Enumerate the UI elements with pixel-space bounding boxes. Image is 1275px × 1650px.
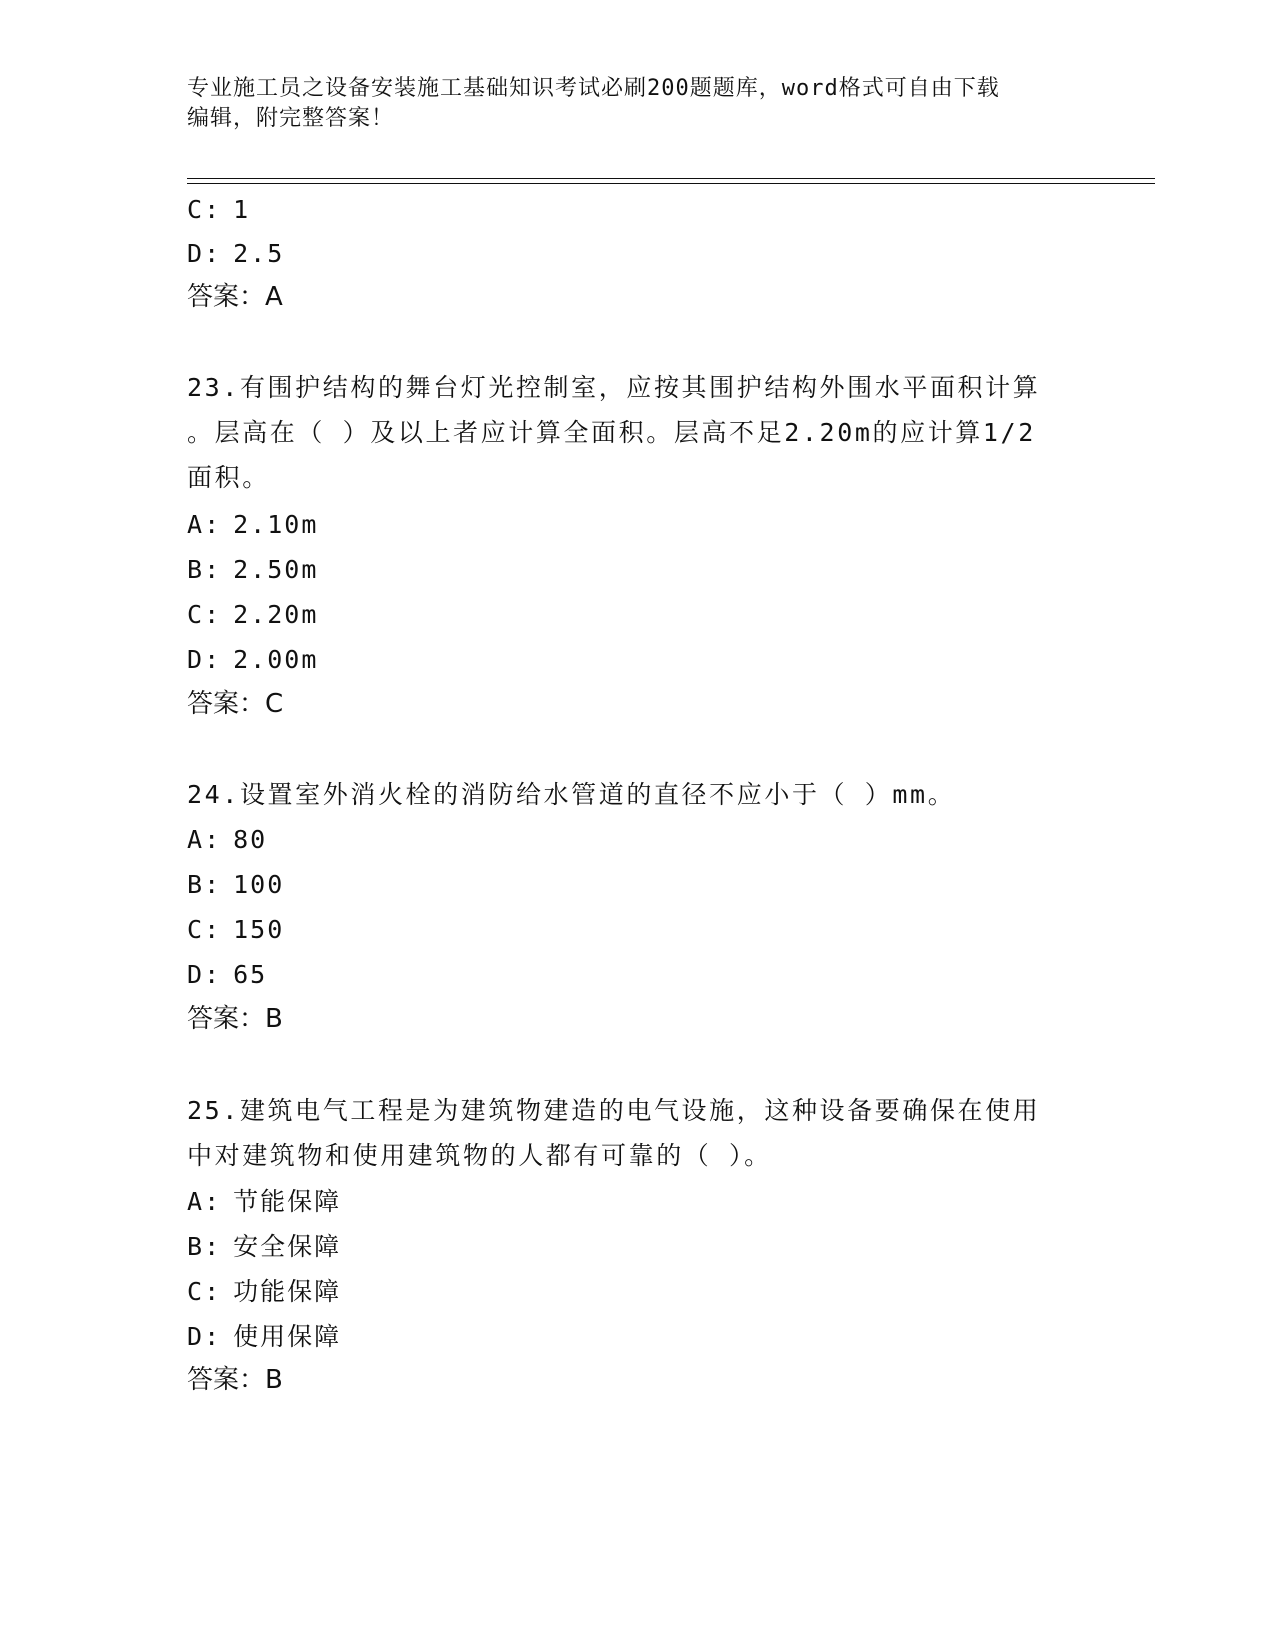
question-25-option-b: B: 安全保障: [187, 1232, 342, 1261]
answer-line: 答案：A: [187, 282, 283, 312]
question-24-option-b: B: 100: [187, 870, 285, 899]
header-line-2: 编辑，附完整答案！: [187, 106, 395, 131]
question-23-text-line-1: 23.有围护结构的舞台灯光控制室，应按其围护结构外围水平面积计算: [187, 373, 1041, 402]
question-24-text-line-1: 24.设置室外消火栓的消防给水管道的直径不应小于（ ）mm。: [187, 780, 956, 809]
question-23-option-d: D: 2.00m: [187, 645, 319, 674]
header-divider-bottom: [187, 183, 1155, 184]
question-25-text-line-1: 25.建筑电气工程是为建筑物建造的电气设施，这种设备要确保在使用: [187, 1096, 1041, 1125]
question-24-answer: 答案：B: [187, 1004, 283, 1034]
question-25-option-a: A: 节能保障: [187, 1187, 342, 1216]
question-25-option-c: C: 功能保障: [187, 1277, 342, 1306]
question-23-option-a: A: 2.10m: [187, 510, 319, 539]
question-24-option-c: C: 150: [187, 915, 285, 944]
question-23-answer: 答案：C: [187, 689, 284, 719]
option-c: C: 1: [187, 195, 251, 224]
question-23-text-line-2: 。层高在（ ）及以上者应计算全面积。层高不足2.20m的应计算1/2: [187, 418, 1036, 447]
question-23-text-line-3: 面积。: [187, 463, 270, 492]
question-23-option-c: C: 2.20m: [187, 600, 319, 629]
question-24-option-a: A: 80: [187, 825, 268, 854]
question-23-option-b: B: 2.50m: [187, 555, 319, 584]
question-24-option-d: D: 65: [187, 960, 268, 989]
question-25-option-d: D: 使用保障: [187, 1322, 342, 1351]
question-25-answer: 答案：B: [187, 1365, 283, 1395]
header-divider-top: [187, 178, 1155, 179]
document-header: [187, 74, 1067, 134]
header-line-1: 专业施工员之设备安装施工基础知识考试必刷200题题库，word格式可自由下载: [187, 76, 1000, 101]
question-25-text-line-2: 中对建筑物和使用建筑物的人都有可靠的（ ）。: [187, 1141, 772, 1170]
option-d: D: 2.5: [187, 239, 285, 268]
